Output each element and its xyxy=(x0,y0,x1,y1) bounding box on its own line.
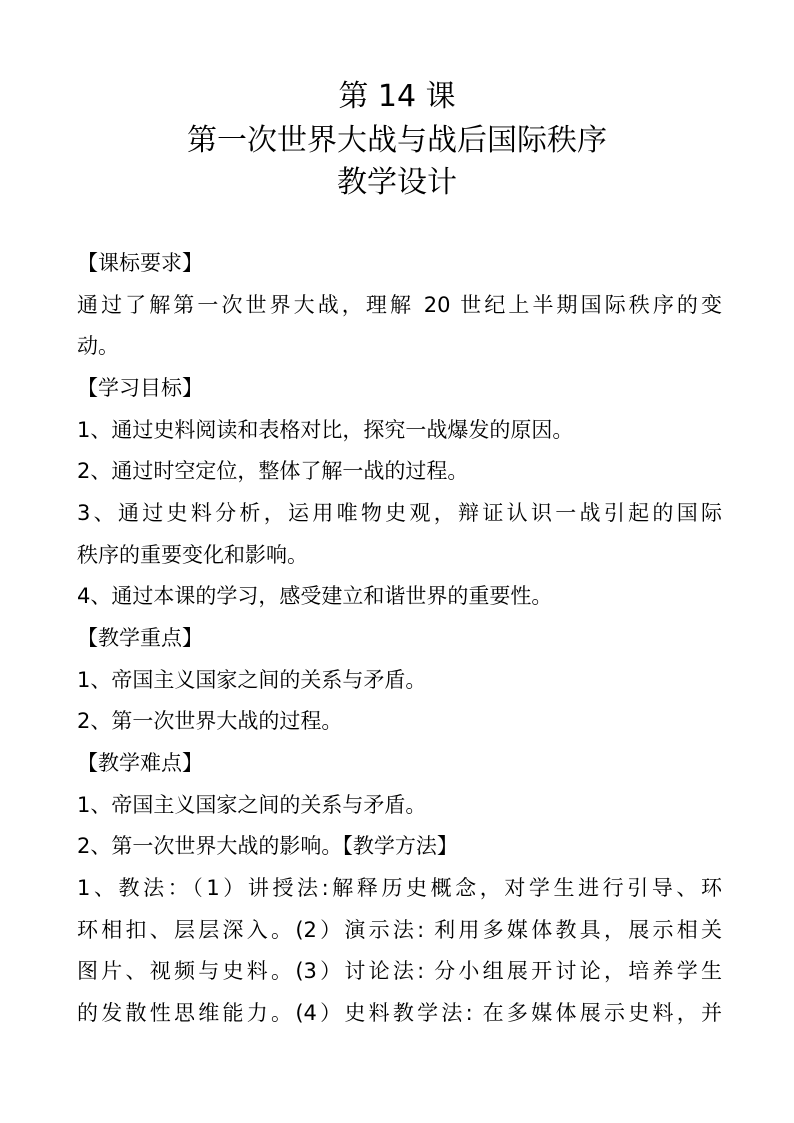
curriculum-text-line-1: 通过了解第一次世界大战，理解 20 世纪上半期国际秩序的变 xyxy=(77,293,722,317)
document-subtitle: 教学设计 xyxy=(337,165,457,200)
section-heading-key-points: 【教学重点】 xyxy=(77,626,203,650)
section-heading-curriculum: 【课标要求】 xyxy=(77,251,203,275)
methods-line-2: 环相扣、层层深入。(2）演示法: 利用多媒体教具，展示相关 xyxy=(77,918,722,942)
difficulty-item-2: 2、第一次世界大战的影响。【教学方法】 xyxy=(77,834,458,858)
section-heading-difficulties: 【教学难点】 xyxy=(77,751,203,775)
key-point-item-2: 2、第一次世界大战的过程。 xyxy=(77,709,343,733)
objective-item-3-line-2: 秩序的重要变化和影响。 xyxy=(77,543,308,567)
methods-line-4: 的发散性思维能力。(4）史料教学法: 在多媒体展示史料，并 xyxy=(77,1001,722,1025)
objective-item-1: 1、通过史料阅读和表格对比，探究一战爆发的原因。 xyxy=(77,418,574,442)
difficulty-item-1: 1、帝国主义国家之间的关系与矛盾。 xyxy=(77,793,427,817)
objective-item-2: 2、通过时空定位，整体了解一战的过程。 xyxy=(77,459,469,483)
lesson-number: 第 14 课 xyxy=(338,79,456,114)
section-heading-objectives: 【学习目标】 xyxy=(77,376,203,400)
methods-line-3: 图片、视频与史料。(3）讨论法: 分小组展开讨论，培养学生 xyxy=(77,959,722,983)
methods-line-1: 1、教法：（1）讲授法:解释历史概念，对学生进行引导、环 xyxy=(77,876,722,900)
key-point-item-1: 1、帝国主义国家之间的关系与矛盾。 xyxy=(77,668,427,692)
objective-item-4: 4、通过本课的学习，感受建立和谐世界的重要性。 xyxy=(77,584,553,608)
curriculum-text-line-2: 动。 xyxy=(77,334,119,358)
document-title: 第一次世界大战与战后国际秩序 xyxy=(187,123,607,158)
objective-item-3-line-1: 3、通过史料分析，运用唯物史观，辩证认识一战引起的国际 xyxy=(77,501,722,525)
